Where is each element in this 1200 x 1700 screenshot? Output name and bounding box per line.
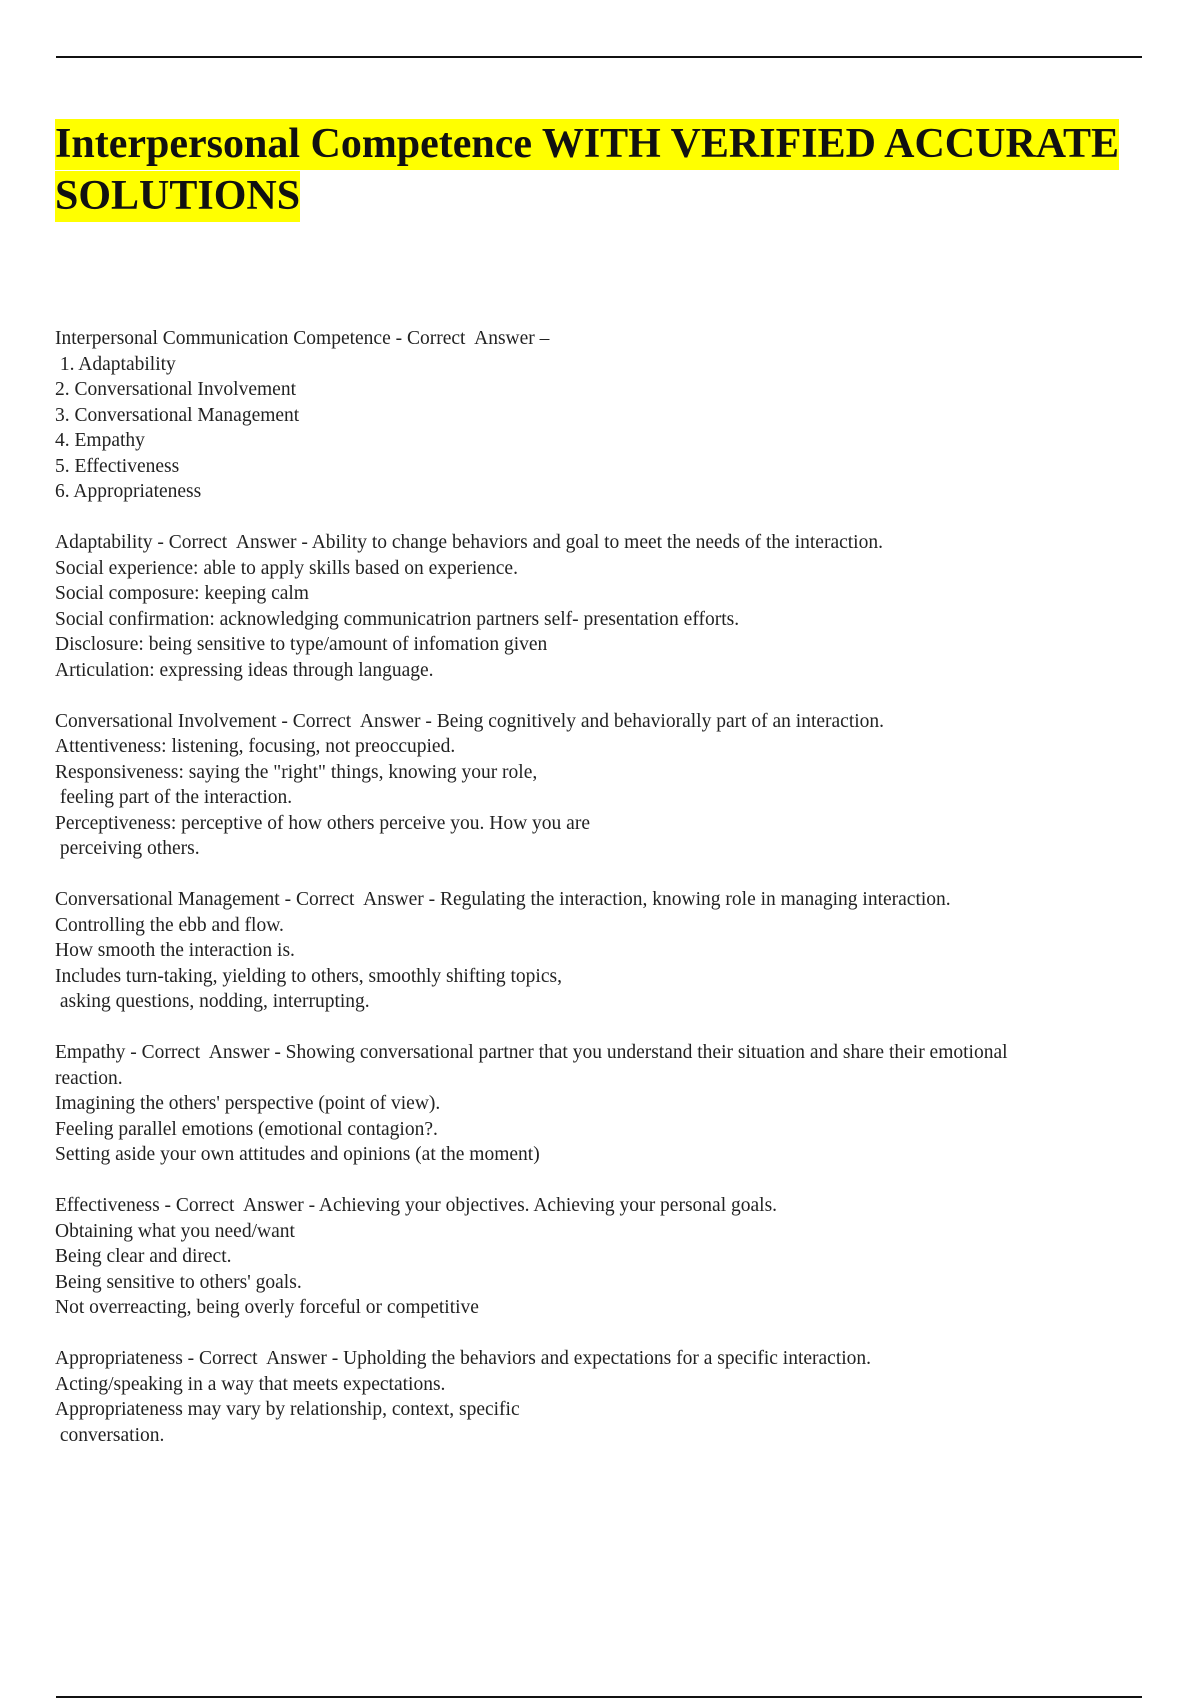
- section-line: How smooth the interaction is.: [55, 940, 295, 961]
- section-line: Obtaining what you need/want: [55, 1220, 295, 1242]
- section-heading-continued: reaction.: [55, 1067, 123, 1089]
- section-line: Controlling the ebb and flow.: [55, 914, 284, 936]
- section-effectiveness: [55, 1193, 1145, 1321]
- section-line: Feeling parallel emotions (emotional contagion?.: [55, 1118, 438, 1140]
- list-item: 2. Conversational Involvement: [55, 379, 296, 400]
- section-line: Social confirmation: acknowledging communicatrion partners self- presentation efforts.: [55, 608, 740, 630]
- list-item: 6. Appropriateness: [55, 481, 202, 502]
- section-line: conversation.: [55, 1424, 165, 1446]
- section-line: Perceptiveness: perceptive of how others perceive you. How you are: [55, 812, 590, 834]
- section-line: Responsiveness: saying the "right" things, knowing your role,: [55, 761, 538, 783]
- section-line: Imagining the others' perspective (point of view).: [55, 1093, 441, 1114]
- section-empathy: [55, 1040, 1145, 1168]
- section-appropriateness: [55, 1346, 1145, 1448]
- title-highlight: Interpersonal Competence WITH VERIFIED ACCURATE SOLUTIONS: [55, 119, 1119, 222]
- section-line: Setting aside your own attitudes and opinions (at the moment): [55, 1144, 540, 1165]
- section-line: Acting/speaking in a way that meets expectations.: [55, 1373, 446, 1395]
- section-line: Not overreacting, being overly forceful or competitive: [55, 1297, 479, 1318]
- top-rule: [56, 56, 1142, 58]
- section-line: Includes turn-taking, yielding to others, smoothly shifting topics,: [55, 965, 562, 987]
- list-item: 3. Conversational Management: [55, 404, 300, 426]
- section-line: perceiving others.: [55, 838, 200, 859]
- section-line: Articulation: expressing ideas through language.: [55, 659, 434, 681]
- list-item: 4. Empathy: [55, 430, 145, 451]
- bottom-rule: [56, 1696, 1142, 1698]
- document-body: [55, 326, 1145, 1474]
- section-line: Being clear and direct.: [55, 1246, 232, 1267]
- list-item: 5. Effectiveness: [55, 455, 180, 477]
- section-heading: Effectiveness - Correct Answer - Achieving your objectives. Achieving your personal goals.: [55, 1195, 778, 1216]
- section-conversational-management: [55, 887, 1145, 1015]
- section-line: Social composure: keeping calm: [55, 583, 309, 604]
- document-title: [55, 118, 1175, 222]
- section-heading: Conversational Involvement - Correct Answer - Being cognitively and behaviorally part of an interaction.: [55, 710, 885, 732]
- section-adaptability: [55, 530, 1145, 683]
- section-heading: Appropriateness - Correct Answer - Upholding the behaviors and expectations for a specific interaction.: [55, 1348, 872, 1369]
- section-line: Appropriateness may vary by relationship, context, specific: [55, 1399, 520, 1420]
- section-line: Being sensitive to others' goals.: [55, 1271, 302, 1293]
- section-heading: Interpersonal Communication Competence - Correct Answer –: [55, 328, 550, 349]
- section-line: Social experience: able to apply skills based on experience.: [55, 557, 518, 579]
- section-interpersonal-communication-competence: [55, 326, 1145, 505]
- section-heading: Empathy - Correct Answer - Showing conversational partner that you understand their situation and share their emotional: [55, 1042, 1008, 1063]
- section-line: asking questions, nodding, interrupting.: [55, 991, 370, 1012]
- section-line: Disclosure: being sensitive to type/amount of infomation given: [55, 634, 548, 655]
- section-line: Attentiveness: listening, focusing, not preoccupied.: [55, 736, 456, 757]
- section-heading: Adaptability - Correct Answer - Ability to change behaviors and goal to meet the needs of the interaction.: [55, 532, 883, 553]
- list-item: 1. Adaptability: [55, 353, 176, 375]
- section-line: feeling part of the interaction.: [55, 787, 293, 808]
- section-heading: Conversational Management - Correct Answer - Regulating the interaction, knowing role in managing interaction.: [55, 889, 951, 910]
- section-conversational-involvement: [55, 709, 1145, 862]
